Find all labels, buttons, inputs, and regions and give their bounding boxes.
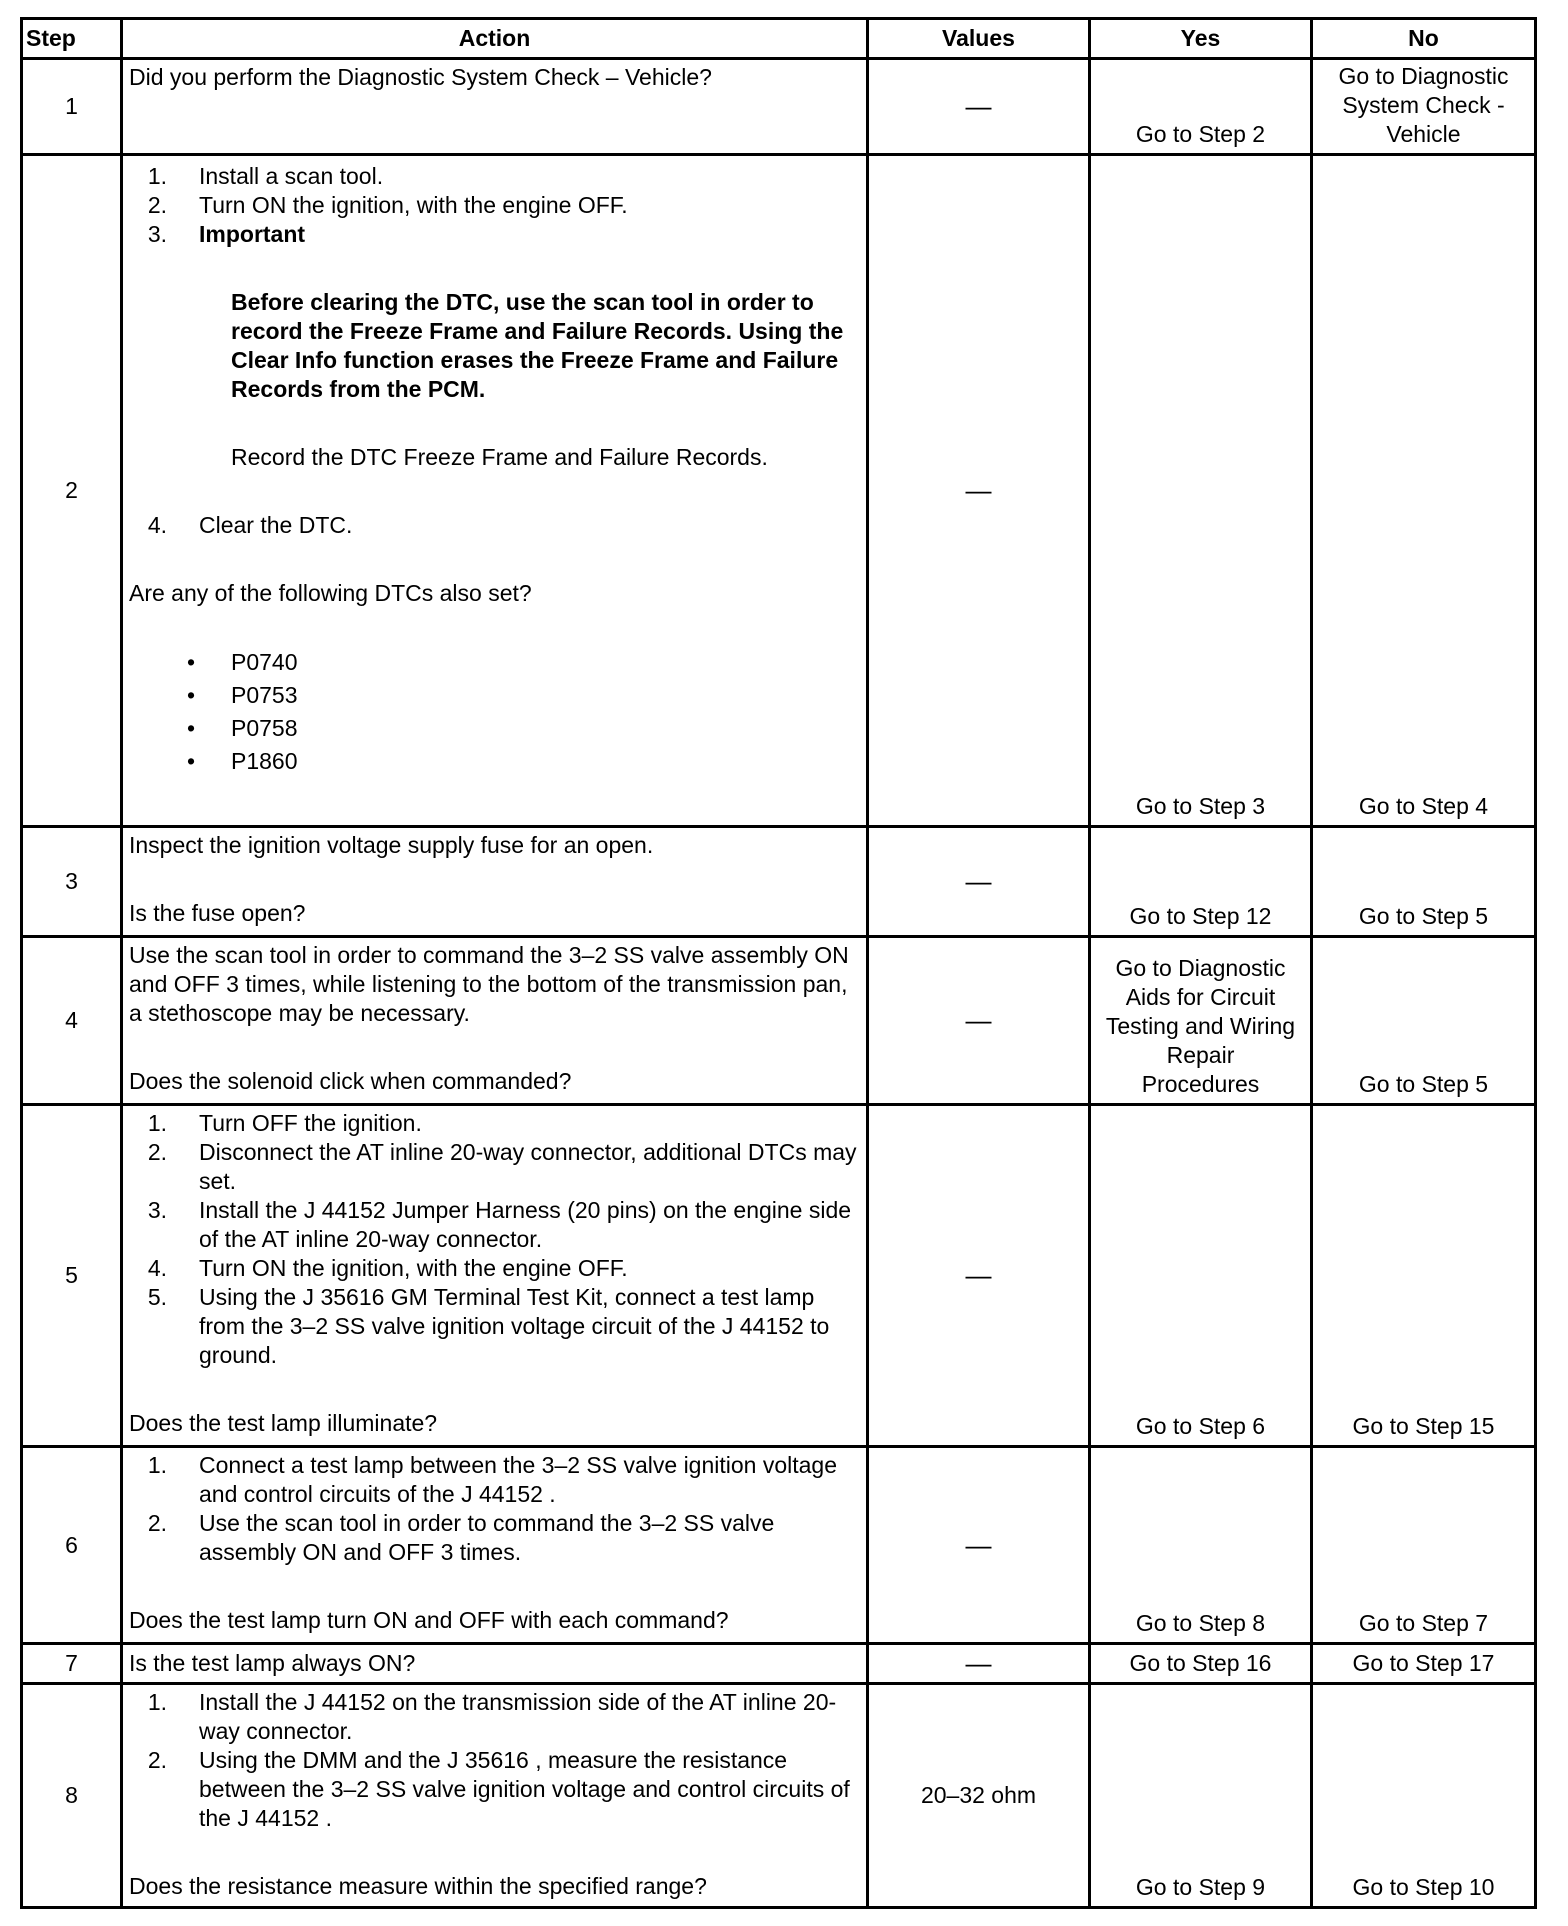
header-step: Step [22, 19, 122, 59]
values-cell: — [868, 59, 1090, 155]
action-question: Does the test lamp illuminate? [129, 1410, 438, 1436]
list-item: 2. Using the DMM and the J 35616 , measure the resistance between the 3–2 SS valve ignition voltage and control circuits of the J 44152 . [147, 1747, 850, 1831]
action-cell [122, 1684, 868, 1908]
values-cell: 20–32 ohm [868, 1684, 1090, 1908]
list-item: 4. Clear the DTC. [147, 512, 353, 538]
action-question: Did you perform the Diagnostic System Check – Vehicle? [129, 64, 712, 90]
yes-cell: Go to Step 8 [1090, 1447, 1312, 1644]
action-cell [122, 937, 868, 1105]
list-item: 3. Install the J 44152 Jumper Harness (20 pins) on the engine side of the AT inline 20-way connector. [147, 1197, 852, 1252]
table-row [22, 1644, 1536, 1684]
action-question: Does the resistance measure within the specified range? [129, 1873, 707, 1899]
list-item: 4. Turn ON the ignition, with the engine OFF. [147, 1255, 628, 1281]
values-cell: — [868, 1105, 1090, 1447]
yes-cell: Go to Step 9 [1090, 1684, 1312, 1908]
values-cell: — [868, 937, 1090, 1105]
action-question: Does the test lamp turn ON and OFF with each command? [129, 1607, 729, 1633]
header-yes: Yes [1090, 19, 1312, 59]
list-item: 3. Important [129, 220, 862, 249]
action-question: Are any of the following DTCs also set? [129, 580, 532, 606]
diagnostic-table-page [20, 17, 1537, 1909]
action-cell [122, 59, 868, 155]
values-cell: — [868, 155, 1090, 827]
list-item: • P0740 [186, 649, 298, 675]
list-item: 5. Using the J 35616 GM Terminal Test Kit, connect a test lamp from the 3–2 SS valve ignition voltage circuit of the J 44152 to ground. [147, 1284, 830, 1368]
yes-cell: Go to Step 6 [1090, 1105, 1312, 1447]
step-number: 6 [22, 1447, 122, 1644]
action-steps [129, 511, 862, 540]
list-item: • P0753 [186, 682, 298, 708]
yes-cell: Go to Step 12 [1090, 827, 1312, 937]
step-number: 5 [22, 1105, 122, 1447]
list-item: 2. Turn ON the ignition, with the engine OFF. [147, 192, 628, 218]
important-heading: Important [199, 221, 306, 247]
yes-cell: Go to Diagnostic Aids for Circuit Testing and Wiring Repair Procedures [1090, 937, 1312, 1105]
action-cell [122, 1447, 868, 1644]
yes-cell: Go to Step 3 [1090, 155, 1312, 827]
step-number: 1 [22, 59, 122, 155]
action-text: Inspect the ignition voltage supply fuse for an open. [129, 832, 654, 858]
action-question: Is the fuse open? [129, 900, 306, 926]
table-row [22, 1684, 1536, 1908]
no-cell: Go to Step 10 [1312, 1684, 1536, 1908]
no-cell: Go to Step 4 [1312, 155, 1536, 827]
table-row [22, 937, 1536, 1105]
action-question: Is the test lamp always ON? [129, 1650, 416, 1676]
action-steps [129, 1688, 862, 1833]
action-steps [129, 1109, 862, 1370]
table-row [22, 827, 1536, 937]
list-item: • P0758 [186, 715, 298, 741]
list-item: 1. Connect a test lamp between the 3–2 SS valve ignition voltage and control circuits of the J 44152 . [147, 1452, 838, 1507]
step-number: 4 [22, 937, 122, 1105]
header-row [22, 19, 1536, 59]
dtc-list [129, 646, 862, 778]
step-number: 7 [22, 1644, 122, 1684]
yes-cell: Go to Step 16 [1090, 1644, 1312, 1684]
values-cell: — [868, 1447, 1090, 1644]
list-item: 1. Turn OFF the ignition. [147, 1110, 422, 1136]
list-item: 1. Install a scan tool. [147, 163, 384, 189]
important-note: Before clearing the DTC, use the scan tool in order to record the Freeze Frame and Failure Records. Using the Clear Info function erases the Freeze Frame and Failure Records from the PCM. [231, 289, 844, 402]
values-cell: — [868, 827, 1090, 937]
no-cell: Go to Step 17 [1312, 1644, 1536, 1684]
table-row [22, 59, 1536, 155]
action-steps [129, 1451, 862, 1567]
table-row [22, 155, 1536, 827]
diagnostic-table [20, 17, 1537, 1909]
list-item: 1. Install the J 44152 on the transmission side of the AT inline 20-way connector. [147, 1689, 837, 1744]
action-question: Does the solenoid click when commanded? [129, 1068, 572, 1094]
no-cell: Go to Step 5 [1312, 937, 1536, 1105]
no-cell: Go to Step 7 [1312, 1447, 1536, 1644]
yes-cell: Go to Step 2 [1090, 59, 1312, 155]
action-text: Use the scan tool in order to command the 3–2 SS valve assembly ON and OFF 3 times, while listening to the bottom of the transmission pan, a stethoscope may be necessary. [129, 942, 849, 1026]
header-values: Values [868, 19, 1090, 59]
action-steps [129, 162, 862, 249]
action-cell [122, 155, 868, 827]
no-cell: Go to Diagnostic System Check - Vehicle [1312, 59, 1536, 155]
header-action: Action [122, 19, 868, 59]
action-cell [122, 1105, 868, 1447]
list-item: 2. Disconnect the AT inline 20-way connector, additional DTCs may set. [147, 1139, 857, 1194]
step-number: 2 [22, 155, 122, 827]
no-cell: Go to Step 5 [1312, 827, 1536, 937]
table-row [22, 1447, 1536, 1644]
step-number: 3 [22, 827, 122, 937]
action-cell [122, 827, 868, 937]
table-row [22, 1105, 1536, 1447]
list-item: 2. Use the scan tool in order to command the 3–2 SS valve assembly ON and OFF 3 times. [147, 1510, 775, 1565]
action-cell [122, 1644, 868, 1684]
no-cell: Go to Step 15 [1312, 1105, 1536, 1447]
values-cell: — [868, 1644, 1090, 1684]
step-number: 8 [22, 1684, 122, 1908]
list-item: • P1860 [186, 748, 298, 774]
record-instruction: Record the DTC Freeze Frame and Failure Records. [231, 444, 768, 470]
header-no: No [1312, 19, 1536, 59]
